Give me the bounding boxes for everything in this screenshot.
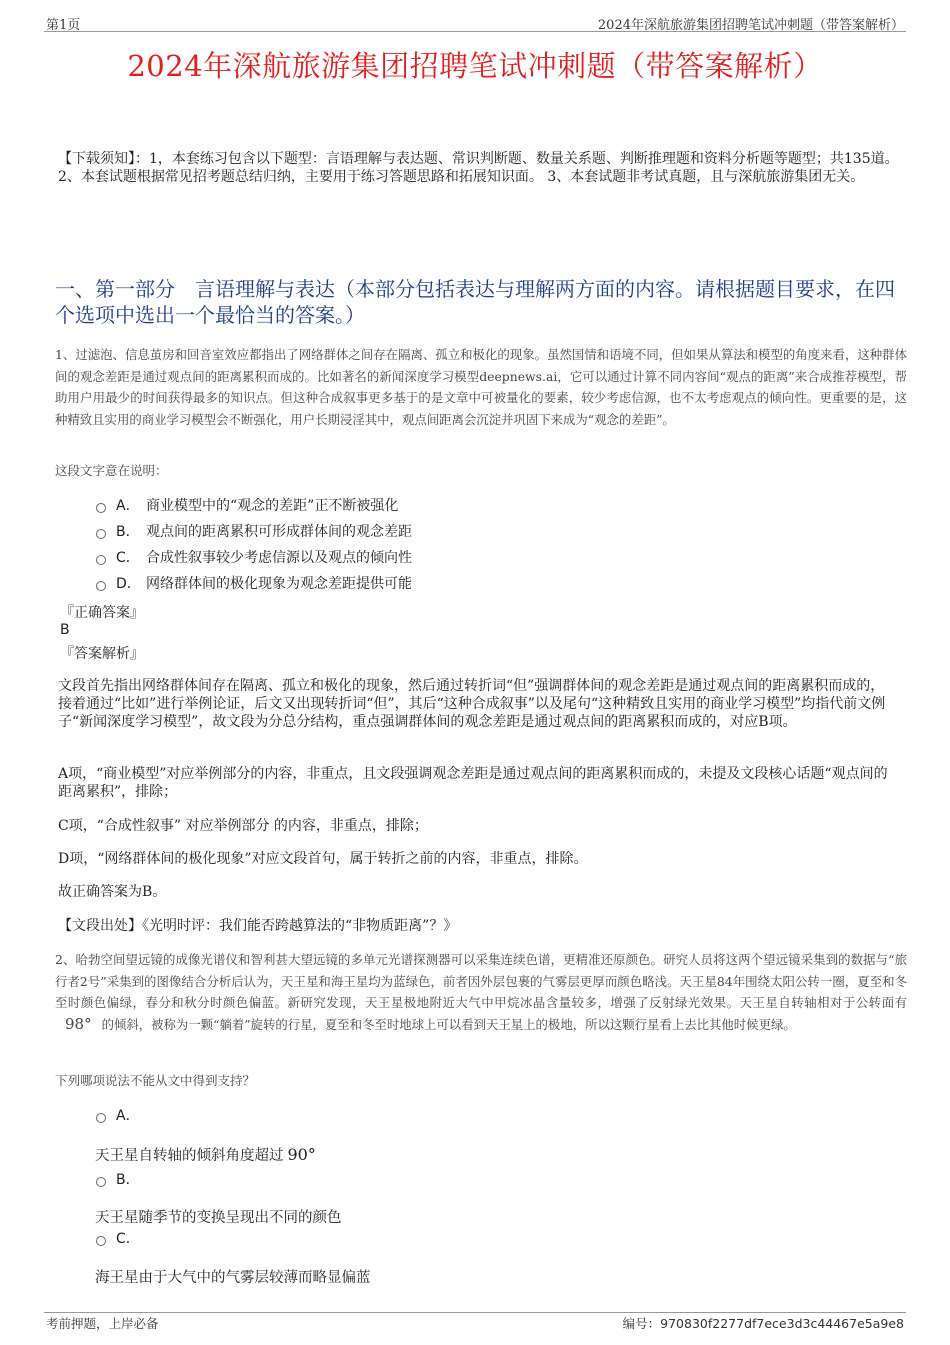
correct-answer: B	[60, 622, 70, 638]
option-label: D．	[116, 576, 141, 592]
footer-divider	[44, 1312, 906, 1313]
option-label: C．	[116, 550, 140, 566]
header-divider	[44, 31, 906, 32]
option-text: 观点间的距离累积可形成群体间的观念差距	[146, 524, 412, 540]
source-citation: 【文段出处】《光明时评：我们能否跨越算法的“非物质距离”？》	[58, 918, 458, 934]
header-doc-title: 2024年深航旅游集团招聘笔试冲刺题（带答案解析）	[597, 18, 904, 33]
radio-icon[interactable]	[96, 1177, 106, 1187]
question-1-ask: 这段文字意在说明：	[55, 463, 168, 478]
question-2-ask: 下列哪项说法不能从文中得到支持？	[55, 1073, 256, 1088]
question-2-stem	[55, 949, 907, 1035]
analysis-paragraph: A项，“商业模型”对应举例部分的内容，非重点，且文段强调观念差距是通过观点间的距离累积而成的，未提及文段核心话题“观点间的距离累积”，排除；	[58, 766, 888, 800]
option-text: 合成性叙事较少考虑信源以及观点的倾向性	[146, 550, 412, 566]
option-text: 天王星自转轴的倾斜角度超过	[95, 1148, 284, 1164]
analysis-paragraph: C项，“合成性叙事” 对应举例部分 的内容，非重点，排除；	[58, 818, 428, 834]
code-label: 编号：	[622, 1316, 661, 1331]
option-text: 网络群体间的极化现象为观念差距提供可能	[146, 576, 412, 592]
radio-icon[interactable]	[96, 555, 106, 565]
footer-slogan: 考前押题，上岸必备	[46, 1316, 159, 1331]
stem-text: 2、哈勃空间望远镜的成像光谱仪和智利甚大望远镜的多单元光谱探测器可以采集连续色谱，更精准还原颜色。研究人员将这两个望远镜采集到的数据与“旅行者2号”采集到的图像结合分析后认为，天王星和海王星均为蓝绿色，前者因外层包裹的气雾层更厚而颜色略浅。天王星84年围绕太阳公转一圈，夏至和冬至时颜色偏绿，春分和秋分时颜色偏蓝。新研究发现，天王星极地附近大气中甲烷冰晶含量较多，增强了反射绿光效果。天王星自转轴相对于公转面有	[55, 952, 907, 1010]
radio-icon[interactable]	[96, 529, 106, 539]
q2-option-a[interactable]	[96, 1106, 146, 1126]
option-label: B．	[116, 524, 140, 540]
analysis-paragraph: D项，“网络群体间的极化现象”对应文段首句，属于转折之前的内容，非重点，排除。	[58, 851, 588, 867]
q2-option-b-text: 天王星随季节的变换呈现出不同的颜色	[95, 1210, 342, 1226]
download-notice: 【下载须知】：1，本套练习包含以下题型：言语理解与表达题、常识判断题、数量关系题、判断推理题和资料分析题等题型；共135道。 2、本套试题根据常见招考题总结归纳，主要用于练习答题思路和拓展知识面。 3、本套试题非考试真题，且与深航旅游集团无关。	[58, 151, 899, 185]
document-title: 2024年深航旅游集团招聘笔试冲刺题（带答案解析）	[127, 49, 823, 83]
option-label: C．	[116, 1231, 140, 1247]
stem-text: 的倾斜，被称为一颗“躺着”旋转的行星，夏至和冬至时地球上可以看到天王星上的极地，所以这颗行星看上去比其他时候更绿。	[101, 1016, 796, 1032]
angle-value: 98°	[65, 1014, 92, 1033]
q1-option-d[interactable]	[96, 574, 412, 594]
q2-option-a-text	[95, 1144, 316, 1165]
analysis-paragraph: 文段首先指出网络群体间存在隔离、孤立和极化的现象，然后通过转折词“但”强调群体间的观念差距是通过观点间的距离累积而成的，接着通过“比如”进行举例论证，后文又出现转折词“但”，其后“这种合成叙事”以及尾句“这种精致且实用的商业学习模型”均指代前文例子“新闻深度学习模型”，故文段为分总分结构，重点强调群体间的观念差距是通过观点间的距离累积而成的，对应B项。	[58, 678, 886, 730]
option-text: 商业模型中的“观念的差距”正不断被强化	[146, 498, 399, 514]
option-label: A．	[116, 498, 140, 514]
q1-option-c[interactable]	[96, 548, 412, 568]
option-label: A．	[116, 1108, 140, 1124]
analysis-paragraph: 故正确答案为B。	[58, 884, 167, 900]
page-number: 第1页	[46, 18, 81, 33]
radio-icon[interactable]	[96, 1236, 106, 1246]
q2-option-c[interactable]	[96, 1229, 146, 1249]
radio-icon[interactable]	[96, 1113, 106, 1123]
angle-value: 90°	[287, 1145, 316, 1164]
code-value: 970830f2277df7ece3d3c44467e5a9e8	[660, 1316, 904, 1331]
question-1-stem: 1、过滤泡、信息茧房和回音室效应都指出了网络群体之间存在隔离、孤立和极化的现象。虽然国情和语境不同，但如果从算法和模型的角度来看，这种群体间的观念差距是通过观点间的距离累积而成的。比如著名的新闻深度学习模型deepnews.ai，它可以通过计算不同内容间“观点的距离”来合成推荐模型，帮助用户用最少的时间获得最多的知识点。但这种合成叙事更多基于的是文章中可被量化的要素，较少考虑信源，也不太考虑观点的倾向性。更重要的是，这种精致且实用的商业学习模型会不断强化，用户长期浸淫其中，观点间距离会沉淀并巩固下来成为“观念的差距”。	[55, 347, 907, 427]
analysis-tag: 『答案解析』	[60, 646, 144, 662]
radio-icon[interactable]	[96, 503, 106, 513]
footer-code	[623, 1314, 904, 1332]
q1-option-b[interactable]	[96, 522, 412, 542]
q1-option-a[interactable]	[96, 496, 398, 516]
option-label: B．	[116, 1172, 140, 1188]
q2-option-b[interactable]	[96, 1170, 146, 1190]
answer-tag: 『正确答案』	[60, 605, 144, 621]
q2-option-c-text: 海王星由于大气中的气雾层较薄而略显偏蓝	[95, 1270, 371, 1286]
section-heading: 一、第一部分 言语理解与表达（本部分包括表达与理解两方面的内容。请根据题目要求，在四个选项中选出一个最恰当的答案。）	[55, 277, 895, 327]
radio-icon[interactable]	[96, 581, 106, 591]
